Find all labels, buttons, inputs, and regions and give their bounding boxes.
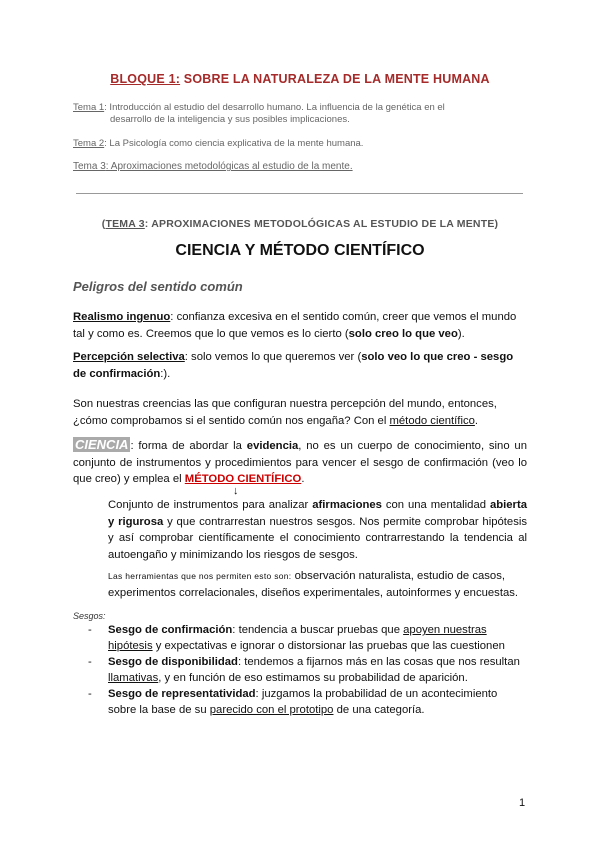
herramientas-intro: Las herramientas que nos permiten esto son: bbox=[108, 571, 292, 581]
tema-3-text: : Aproximaciones metodológicas al estudio de la mente. bbox=[105, 161, 353, 172]
page-number: 1 bbox=[519, 797, 526, 809]
realismo-term: Realismo ingenuo bbox=[73, 311, 171, 323]
herramientas-paragraph bbox=[108, 568, 527, 601]
sesgo-term: Sesgo de confirmación bbox=[108, 624, 233, 636]
block-label: BLOQUE 1: bbox=[110, 72, 181, 86]
percepcion-paragraph bbox=[73, 349, 527, 382]
subtema-heading bbox=[0, 218, 600, 230]
sesgo-underline: apoyen nuestras hipótesis bbox=[108, 624, 487, 652]
tema-1 bbox=[73, 102, 445, 126]
sesgo-underline: parecido con el prototipo bbox=[209, 704, 334, 716]
sesgo-text-2: , y en función de eso estimamos su probabilidad de aparición. bbox=[158, 672, 468, 684]
sesgo-underline: llamativas bbox=[108, 672, 159, 684]
sesgo-text-1: : juzgamos la probabilidad de un acontecimiento sobre la base de su bbox=[108, 688, 498, 716]
ciencia-text-2: , no es un cuerpo de conocimiento, sino un conjunto de instrumentos y procedimientos para vencer el sesgo de confirmación (veo lo que creo) y emplea el bbox=[73, 440, 527, 485]
ciencia-end: . bbox=[301, 473, 305, 485]
tema-1-label: Tema 1 bbox=[73, 102, 105, 113]
metodo-cientifico-highlight: MÉTODO CIENTÍFICO bbox=[184, 473, 302, 485]
sesgos-label: Sesgos: bbox=[73, 611, 106, 621]
percepcion-term: Percepción selectiva bbox=[73, 351, 185, 363]
creencias-paragraph bbox=[73, 396, 527, 429]
metodo-text-3: y que contrarrestan nuestros sesgos. Nos permite comprobar hipótesis y así comprobar científicamente el conocimiento contrarrestando la tendencia al autoengaño y minimizando los riesgos de sesgos. bbox=[108, 515, 528, 561]
realismo-text: : confianza excesiva en el sentido común, creer que vemos el mundo tal y como es. Creemos que lo que vemos es lo cierto ( bbox=[73, 311, 517, 340]
bullet-dash: - bbox=[88, 624, 92, 636]
metodo-bold-1: afirmaciones bbox=[312, 499, 382, 511]
creencias-end: . bbox=[474, 414, 479, 427]
metodo-bold-2: abierta y rigurosa bbox=[108, 499, 527, 528]
sesgo-disponibilidad bbox=[108, 654, 528, 686]
page-title: CIENCIA Y MÉTODO CIENTÍFICO bbox=[175, 242, 425, 259]
realismo-end: ). bbox=[457, 327, 465, 340]
sesgo-representatividad bbox=[108, 686, 528, 718]
sesgo-text-2: y expectativas e ignorar o distorsionar las pruebas que las cuestionen bbox=[152, 640, 505, 652]
metodo-text-1: Conjunto de instrumentos para analizar bbox=[108, 499, 313, 511]
bullet-dash: - bbox=[88, 656, 92, 668]
tema-3-label: Tema 3 bbox=[73, 161, 106, 172]
metodo-link[interactable]: método científico bbox=[389, 414, 475, 427]
block-title bbox=[0, 72, 600, 86]
block-title-text: SOBRE LA NATURALEZA DE LA MENTE HUMANA bbox=[180, 72, 490, 86]
sesgo-term: Sesgo de disponibilidad bbox=[108, 656, 238, 668]
percepcion-text: : solo vemos lo que queremos ver ( bbox=[184, 351, 362, 363]
subtema-open: ( bbox=[101, 218, 106, 230]
percepcion-end: :). bbox=[160, 367, 171, 380]
tema-1-text-2: desarrollo de la inteligencia y sus posibles implicaciones. bbox=[110, 114, 350, 125]
sesgo-text-2: de una categoría. bbox=[333, 704, 425, 716]
sesgo-term: Sesgo de representatividad bbox=[108, 688, 256, 700]
tema-1-text: : Introducción al estudio del desarrollo humano. La influencia de la genética en el bbox=[104, 102, 445, 113]
realismo-bold: solo creo lo que veo bbox=[348, 327, 458, 340]
herramientas-text: observación naturalista, estudio de casos, experimentos correlacionales, diseños experimentales, autoinformes y encuestas. bbox=[108, 570, 519, 599]
down-arrow-icon: ↓ bbox=[233, 485, 239, 497]
tema-2 bbox=[73, 138, 363, 150]
tema-2-label: Tema 2 bbox=[73, 138, 105, 149]
ciencia-paragraph bbox=[73, 437, 527, 488]
tema-3 bbox=[73, 161, 353, 173]
creencias-text: Son nuestras creencias las que configuran nuestra percepción del mundo, entonces, ¿cómo comprobamos si el sentido común nos engaña? Con el bbox=[73, 398, 497, 427]
metodo-text-2: con una mentalidad bbox=[381, 499, 490, 511]
subtema-rest: : APROXIMACIONES METODOLÓGICAS AL ESTUDIO DE LA MENTE) bbox=[144, 218, 499, 230]
sesgo-text-1: : tendemos a fijarnos más en las cosas que nos resultan bbox=[237, 656, 520, 668]
tema-2-text: : La Psicología como ciencia explicativa de la mente humana. bbox=[104, 138, 364, 149]
section-heading: Peligros del sentido común bbox=[73, 279, 243, 294]
divider bbox=[76, 193, 523, 194]
metodo-paragraph bbox=[108, 497, 527, 563]
ciencia-term: CIENCIA bbox=[75, 437, 129, 452]
realismo-paragraph bbox=[73, 309, 527, 342]
ciencia-text-1: : forma de abordar la bbox=[130, 440, 247, 452]
subtema-label: TEMA 3 bbox=[105, 218, 145, 230]
bullet-dash: - bbox=[88, 688, 92, 700]
ciencia-bold: evidencia bbox=[246, 440, 299, 452]
sesgo-confirmacion bbox=[108, 622, 528, 654]
sesgo-text-1: : tendencia a buscar pruebas que bbox=[232, 624, 404, 636]
percepcion-bold: solo veo lo que creo - sesgo de confirmación bbox=[73, 351, 514, 380]
